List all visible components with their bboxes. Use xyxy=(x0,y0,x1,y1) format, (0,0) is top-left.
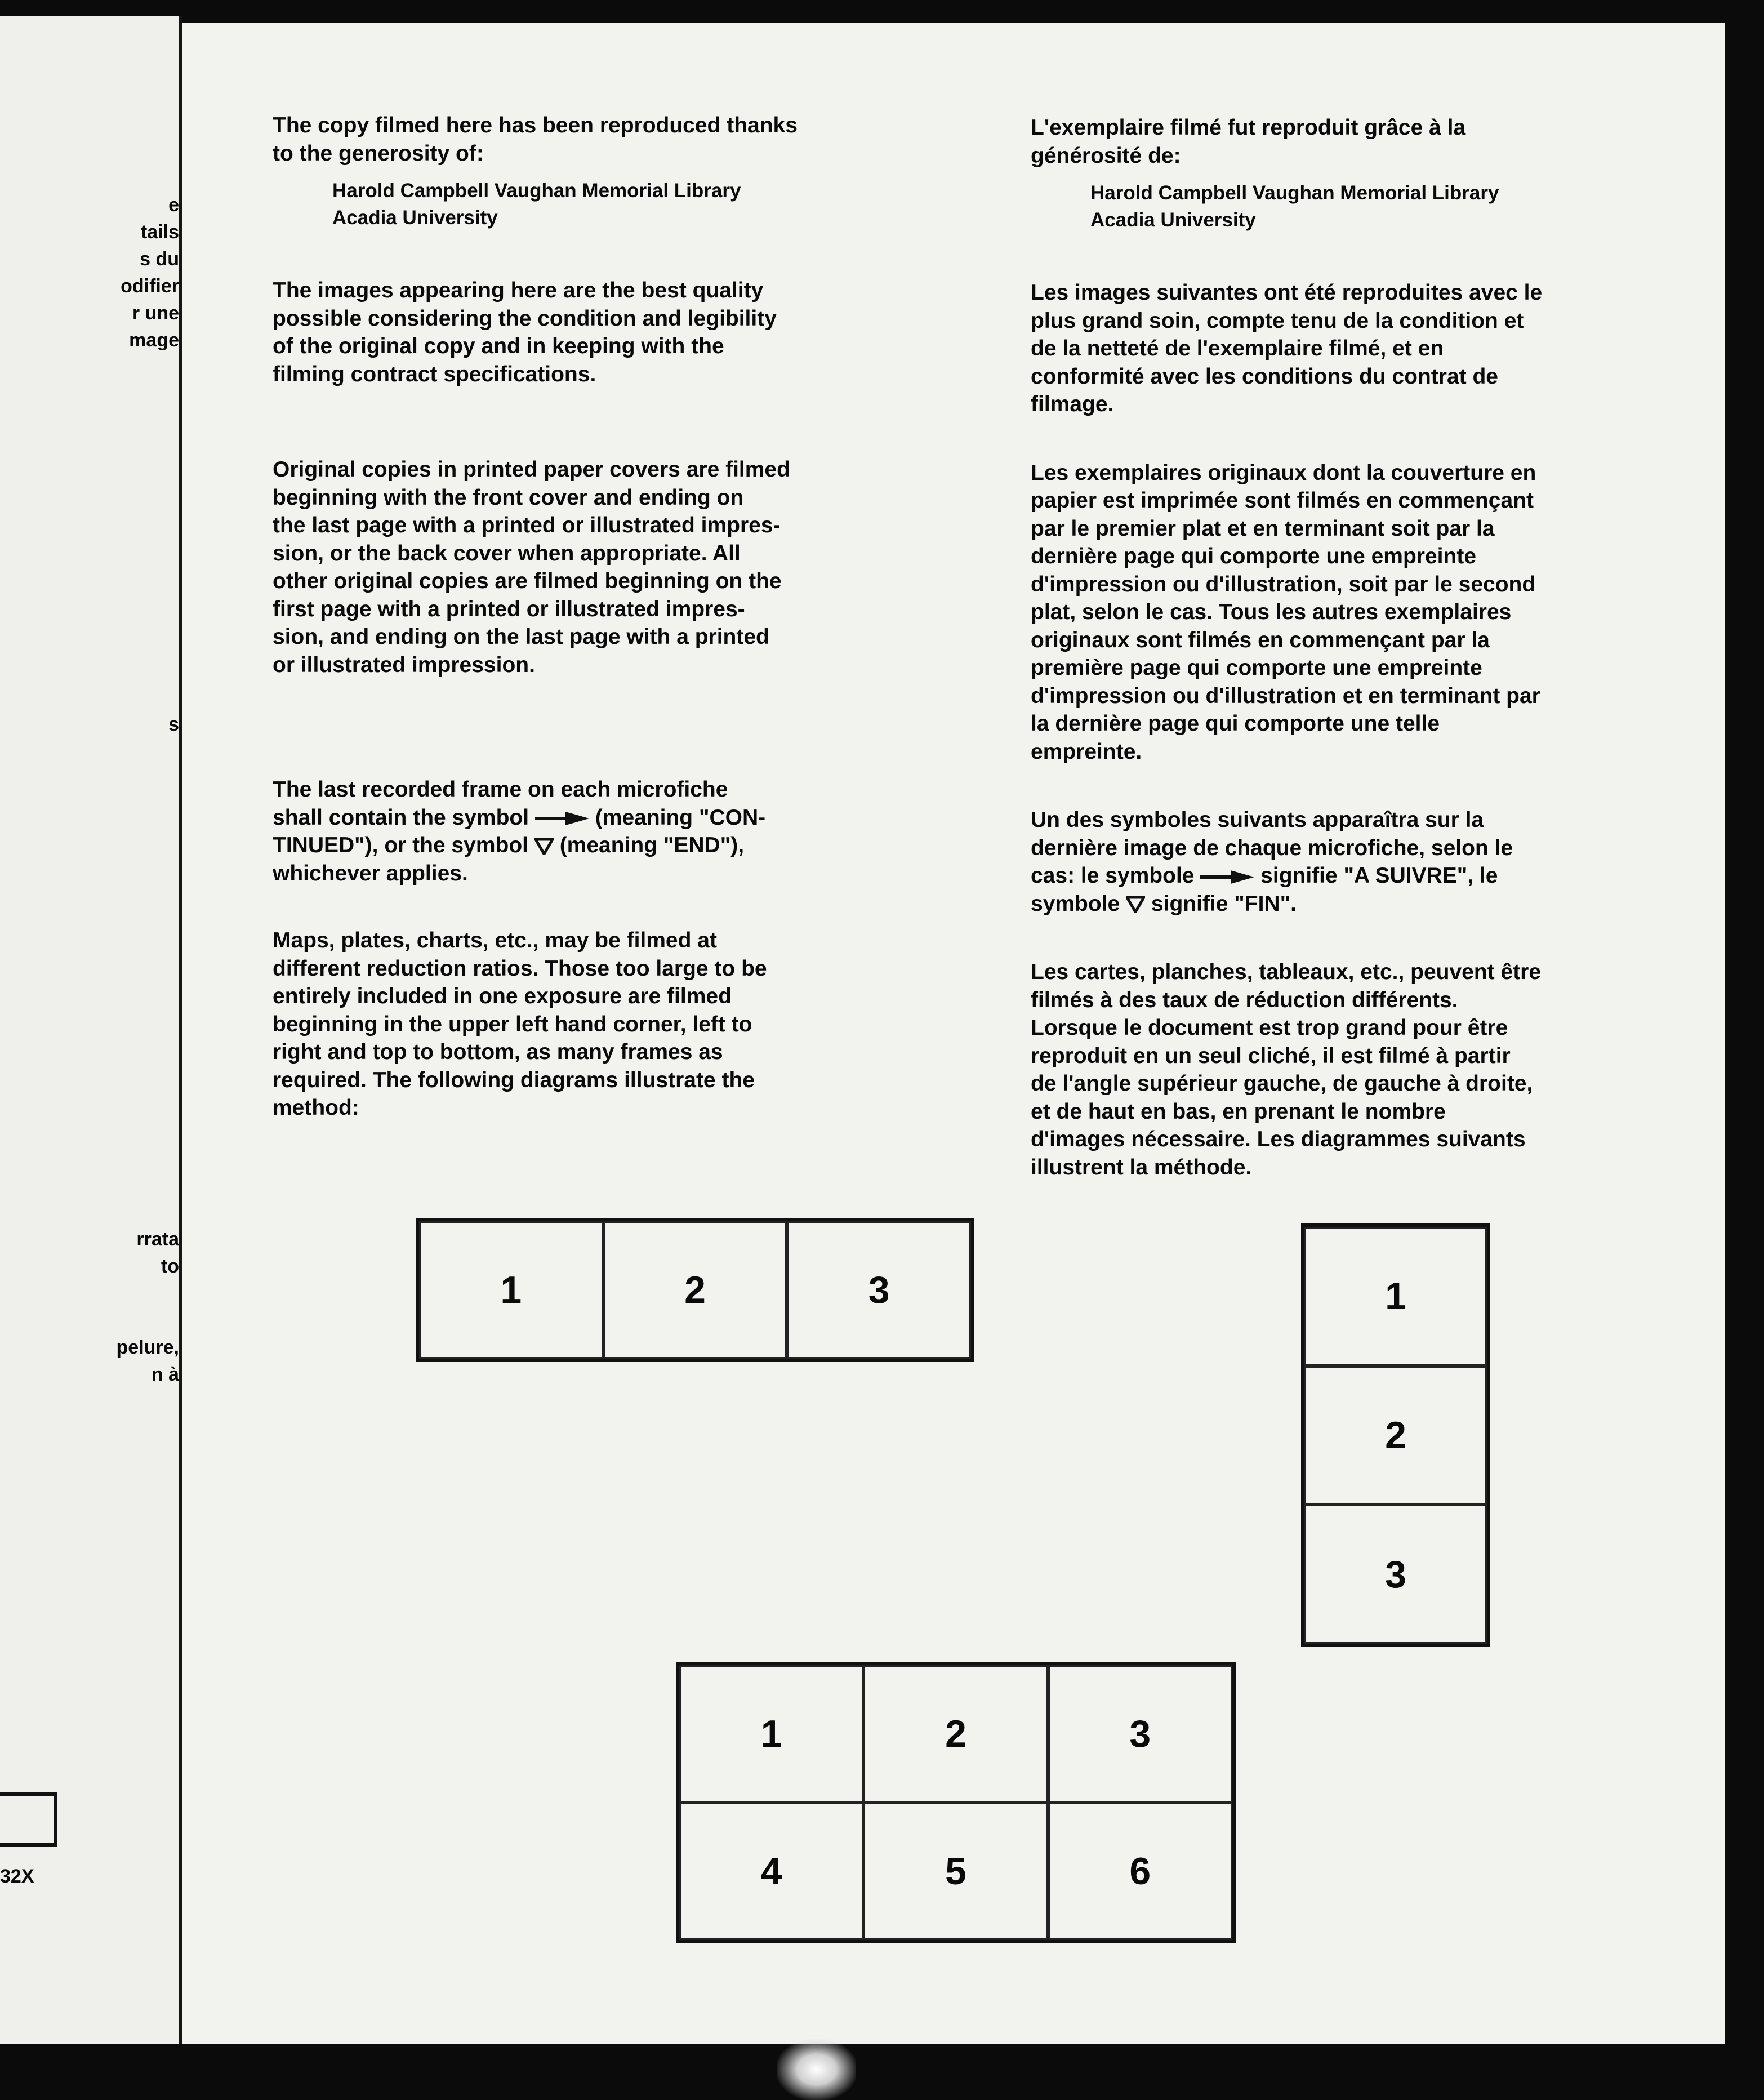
frame-cell: 3 xyxy=(1304,1505,1487,1644)
english-library: Harold Campbell Vaughan Memorial Library Acadia University xyxy=(332,180,741,229)
left-fragment-group-3 xyxy=(0,1226,179,1280)
english-frame-text-3: (meaning "END"), whichever applies. xyxy=(273,833,745,886)
fragment-line: odifier xyxy=(121,275,179,297)
fragment-line: pelure, xyxy=(116,1337,179,1358)
diagram-vertical xyxy=(1301,1223,1490,1647)
fragment-line: s xyxy=(168,714,179,735)
frame-cell: 1 xyxy=(679,1665,863,1803)
french-frame-paragraph xyxy=(1031,806,1723,918)
french-frame-text-3: signifie "FIN". xyxy=(1145,891,1297,916)
arrow-icon xyxy=(1200,870,1254,884)
scan-flare xyxy=(777,2039,856,2100)
french-intro: L'exemplaire filmé fut reproduit grâce à la générosité de: xyxy=(1031,115,1466,168)
frame-cell: 1 xyxy=(1304,1227,1487,1366)
left-fragment-group-2 xyxy=(0,711,179,738)
english-intro: The copy filmed here has been reproduced thanks to the generosity of: xyxy=(273,113,798,166)
diagram-horizontal xyxy=(416,1218,974,1362)
english-column xyxy=(273,112,965,1122)
frame-cell: 3 xyxy=(787,1221,971,1359)
left-fragment-group-1 xyxy=(0,192,179,354)
triangle-down-icon xyxy=(1126,896,1145,913)
french-original-paragraph: Les exemplaires originaux dont la couverture en papier est imprimée sont filmés en commençant par le premier plat et en terminant soit par la dernière page qui comporte une empreinte d'impression ou d'illustration, soit par le second plat, selon le cas. Tous les autres exemplaires originaux sont filmés en commençant par la première page qui comporte une empreinte d'impression ou d'illustration et en terminant par la dernière page qui comporte une telle empreinte. xyxy=(1031,460,1540,764)
frame-cell: 3 xyxy=(1048,1665,1232,1803)
left-fragment-group-4 xyxy=(0,1334,179,1388)
frame-cell: 2 xyxy=(603,1221,787,1359)
frame-cell: 5 xyxy=(863,1803,1048,1940)
diagram-grid xyxy=(676,1662,1236,1943)
fragment-line: tails xyxy=(140,221,179,243)
english-maps-paragraph: Maps, plates, charts, etc., may be filmed at different reduction ratios. Those too large to be entirely included in one exposure are filmed beginning in the upper left hand corner, left to right and top to bottom, as many frames as required. The following diagrams illustrate the method: xyxy=(273,928,767,1120)
french-frame-text-2: signifie "A SUIVRE", le symbole xyxy=(1031,864,1498,916)
arrow-icon xyxy=(535,811,589,826)
english-quality-paragraph: The images appearing here are the best quality possible considering the condition and legibility of the original copy and in keeping with the filming contract specifications. xyxy=(273,278,777,386)
frame-cell: 4 xyxy=(679,1803,863,1940)
fragment-line: rrata xyxy=(136,1229,179,1250)
frame-cell: 1 xyxy=(419,1221,603,1359)
french-maps-paragraph: Les cartes, planches, tableaux, etc., peuvent être filmés à des taux de réduction différents. Lorsque le document est trop grand pour être reproduit en un seul cliché, il est filmé à partir de l'angle supérieur gauche, de gauche à droite, et de haut en bas, en prenant le nombre d'images nécessaire. Les diagrammes suivants illustrent la méthode. xyxy=(1031,960,1542,1180)
english-frame-paragraph xyxy=(273,776,965,887)
english-frame-text-2: (meaning "CON- TINUED"), or the symbol xyxy=(273,805,766,857)
french-column xyxy=(1031,114,1723,1181)
fragment-line: mage xyxy=(129,330,179,351)
fragment-line: r une xyxy=(132,302,179,324)
frame-cell: 2 xyxy=(863,1665,1048,1803)
frame-cell: 6 xyxy=(1048,1803,1232,1940)
french-library: Harold Campbell Vaughan Memorial Library Acadia University xyxy=(1090,182,1499,231)
fragment-line: s du xyxy=(140,248,179,270)
french-quality-paragraph: Les images suivantes ont été reproduites avec le plus grand soin, compte tenu de la condition et de la netteté de l'exemplaire filmé, et en conformité avec les conditions du contrat de filmage. xyxy=(1031,281,1543,416)
fragment-line: to xyxy=(161,1256,179,1277)
english-original-paragraph: Original copies in printed paper covers are filmed beginning with the front cover and ending on the last page with a printed or illustrated impres- sion, or the back cover when appropriate. All other original copies are filmed beginning on the first page with a printed or illustrated impres- sion, and ending on the last page with a printed or illustrated impression. xyxy=(273,457,790,677)
frame-cell: 2 xyxy=(1304,1366,1487,1505)
french-frame-text-1: Un des symboles suivants apparaîtra sur la dernière image de chaque microfiche, selon le cas: le symbole xyxy=(1031,808,1513,888)
english-frame-text-1: The last recorded frame on each microfiche shall contain the symbol xyxy=(273,777,728,830)
triangle-down-icon xyxy=(534,838,554,855)
scale-box xyxy=(0,1792,57,1847)
fragment-line: n à xyxy=(151,1364,179,1385)
fragment-line: e xyxy=(168,194,179,216)
scale-label: 32X xyxy=(0,1866,34,1887)
